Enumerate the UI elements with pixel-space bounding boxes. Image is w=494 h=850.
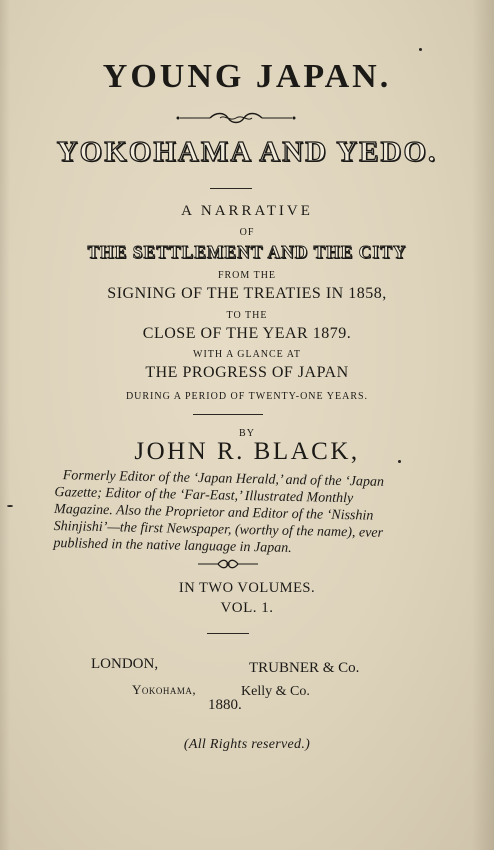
bio-line: Magazine. Also the Proprietor and Editor of the ‘Nisshin	[53, 501, 374, 524]
progress-line: THE PROGRESS OF JAPAN	[145, 364, 349, 381]
volume-number: VOL. 1.	[220, 600, 274, 616]
imprint-yokohama: Yokohama,	[132, 682, 197, 697]
ink-speck	[7, 505, 13, 507]
bio-line: Formerly Editor of the ‘Japan Herald,’ and of the ‘Japan	[62, 468, 385, 490]
divider-rule	[210, 188, 252, 189]
page-right-shadow	[472, 0, 494, 850]
signing-line: SIGNING OF THE TREATIES IN 1858,	[107, 285, 387, 302]
author-bio	[53, 467, 415, 560]
ink-speck	[398, 460, 401, 463]
flourish-ornament-icon	[176, 111, 296, 125]
rights-notice: (All Rights reserved.)	[183, 737, 311, 752]
book-subtitle: YOKOHAMA AND YEDO.	[56, 136, 438, 168]
divider-rule	[193, 414, 263, 415]
of-word: OF	[239, 227, 255, 238]
glance-line: WITH A GLANCE AT	[193, 349, 301, 360]
settlement-line: THE SETTLEMENT AND THE CITY	[87, 242, 407, 262]
bio-line: Shinjishi’—the first Newspaper, (worthy of the name), ever	[53, 518, 384, 541]
period-line: DURING A PERIOD OF TWENTY-ONE YEARS.	[125, 391, 369, 402]
by-word: BY	[239, 428, 255, 439]
divider-rule	[207, 633, 249, 634]
imprint-london: LONDON,	[91, 656, 159, 672]
imprint-year: 1880.	[208, 697, 242, 713]
imprint-trubner: TRUBNER & Co.	[249, 660, 360, 676]
small-ornament-icon	[196, 557, 260, 571]
bio-line: Gazette; Editor of the ‘Far-East,’ Illustrated Monthly	[54, 484, 354, 507]
from-word: FROM THE	[217, 270, 277, 281]
ink-speck	[419, 48, 422, 51]
book-title: YOUNG JAPAN.	[102, 58, 392, 95]
to-the-word: TO THE	[226, 310, 268, 321]
close-line: CLOSE OF THE YEAR 1879.	[142, 325, 352, 342]
narrative-intro: A NARRATIVE	[181, 203, 313, 219]
page-left-shadow	[0, 0, 10, 850]
author-name: JOHN R. BLACK,	[134, 438, 360, 465]
volumes-line: IN TWO VOLUMES.	[178, 580, 316, 596]
imprint-kelly: Kelly & Co.	[241, 684, 310, 699]
bio-line: published in the native language in Japan.	[53, 535, 292, 556]
